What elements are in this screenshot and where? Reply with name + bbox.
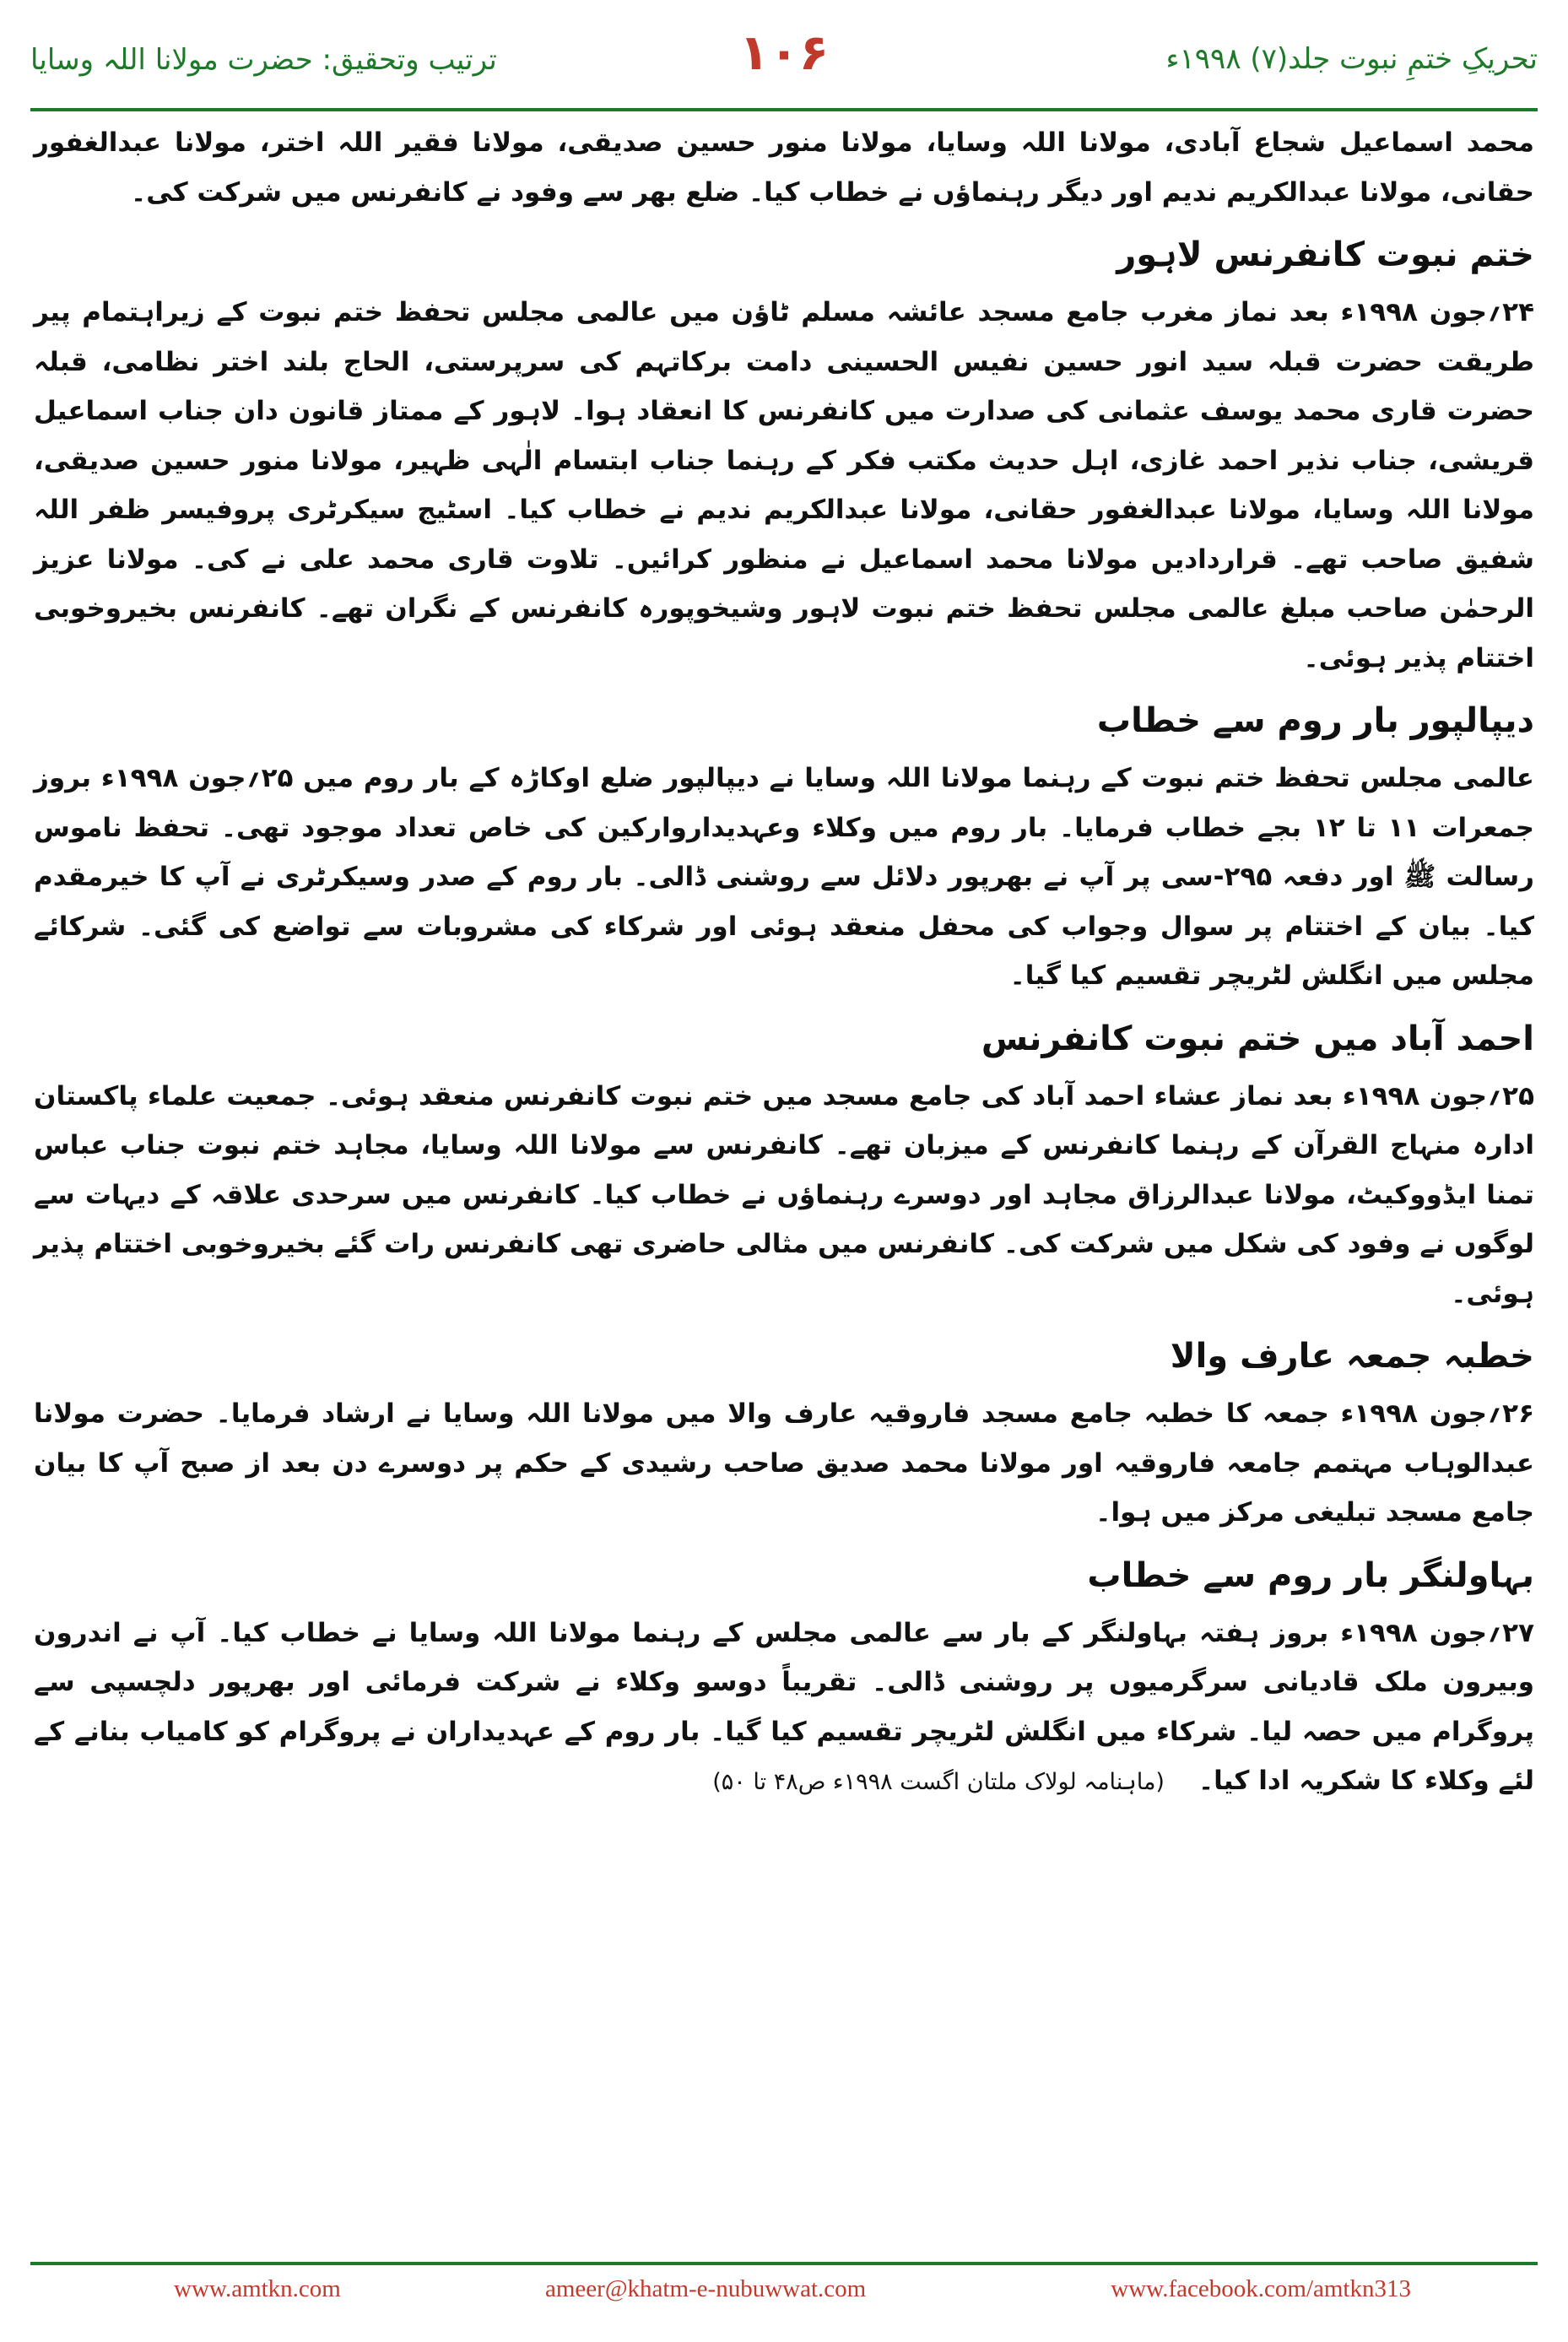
- facebook-link[interactable]: www.facebook.com/amtkn313: [1111, 2275, 1411, 2302]
- email-link[interactable]: ameer@khatm-e-nubuwwat.com: [545, 2275, 867, 2302]
- section-heading: دیپالپور بار روم سے خطاب: [1096, 701, 1534, 740]
- section-heading: بہاولنگر بار روم سے خطاب: [1087, 1555, 1534, 1595]
- paragraph-text: ۲۷؍جون ۱۹۹۸ء بروز ہفتہ بہاولنگر کے بار سے عالمی مجلس کے رہنما مولانا اللہ وسایا نے خطاب کیا۔ آپ نے اندرون وبیرون ملک قادیانی سرگرمیوں پر روشنی ڈالی۔ تقریباً دوسو وکلاء نے شرکت فرمائی اور بھرپور دلچسپی سے پروگرام میں حصہ لیا۔ شرکاء میں انگلش لٹریچر تقسیم کیا گیا۔ بار روم کے عہدیداران نے پروگرام کو کامیاب بنانے کے لئے وکلاء کا شکریہ ادا کیا۔: [34, 1617, 1534, 1796]
- section-paragraph: محمد اسماعیل شجاع آبادی، مولانا اللہ وسایا، مولانا منور حسین صدیقی، مولانا فقیر اللہ اختر، مولانا عبدالغفور حقانی، مولانا عبدالکریم ندیم اور دیگر رہنماؤں نے خطاب کیا۔ ضلع بھر سے وفود نے کانفرنس میں شرکت کی۔: [34, 127, 1534, 208]
- section-heading: احمد آباد میں ختم نبوت کانفرنس: [981, 1019, 1534, 1058]
- footer-divider: [30, 2262, 1538, 2265]
- page-number: ۱۰۶: [738, 24, 830, 81]
- source-reference: (ماہنامہ لولاک ملتان اگست ۱۹۹۸ء ص۴۸ تا ۵۰): [712, 1769, 1165, 1795]
- section-paragraph: عالمی مجلس تحفظ ختم نبوت کے رہنما مولانا اللہ وسایا نے دیپالپور ضلع اوکاڑہ کے بار روم میں ۲۵؍جون ۱۹۹۸ء بروز جمعرات ۱۱ تا ۱۲ بجے خطاب فرمایا۔ بار روم میں وکلاء وعہدیداروارکین کی خاص تعداد موجود تھی۔ تحفظ ناموس رسالت ﷺ اور دفعہ ۲۹۵-سی پر آپ نے بھرپور دلائل سے روشنی ڈالی۔ بار روم کے صدر وسیکرٹری نے آپ کا خیرمقدم کیا۔ بیان کے اختتام پر سوال وجواب کی محفل منعقد ہوئی اور شرکاء کی مشروبات سے تواضع کی گئی۔ شرکائے مجلس میں انگلش لٹریچر تقسیم کیا گیا۔: [34, 763, 1534, 991]
- website-link[interactable]: www.amtkn.com: [174, 2275, 341, 2302]
- section-paragraph: ۲۵؍جون ۱۹۹۸ء بعد نماز عشاء احمد آباد کی جامع مسجد میں ختم نبوت کانفرنس منعقد ہوئی۔ جمعیت علماء پاکستان ادارہ منہاج القرآن کے رہنما کانفرنس کے میزبان تھے۔ کانفرنس سے مولانا اللہ وسایا، مجاہد ختم نبوت جناب عباس تمنا ایڈووکیٹ، مولانا عبدالرزاق مجاہد اور دوسرے رہنماؤں نے خطاب کیا۔ کانفرنس میں سرحدی علاقہ کے دیہات سے لوگوں نے وفود کی شکل میں شرکت کی۔ کانفرنس میں مثالی حاضری تھی کانفرنس رات گئے بخیروخوبی اختتام پذیر ہوئی۔: [34, 1080, 1534, 1309]
- section-paragraph: ۲۶؍جون ۱۹۹۸ء جمعہ کا خطبہ جامع مسجد فاروقیہ عارف والا میں مولانا اللہ وسایا نے ارشاد فرمایا۔ حضرت مولانا عبدالوہاب مہتمم جامعہ فاروقیہ اور مولانا محمد صدیق صاحب رشیدی کے حکم پر دوسرے دن بعد از صبح آپ کا بیان جامع مسجد تبلیغی مرکز میں ہوا۔: [34, 1398, 1534, 1528]
- section-heading: خطبہ جمعہ عارف والا: [1170, 1337, 1534, 1376]
- page-header: [30, 24, 1538, 100]
- compiler-credit: ترتیب وتحقیق: حضرت مولانا اللہ وسایا: [30, 43, 497, 77]
- header-divider: [30, 108, 1538, 111]
- page-footer: [30, 2275, 1538, 2318]
- section-paragraph: ۲۴؍جون ۱۹۹۸ء بعد نماز مغرب جامع مسجد عائشہ مسلم ٹاؤن میں عالمی مجلس تحفظ ختم نبوت کے زیراہتمام پیر طریقت حضرت قبلہ سید انور حسین نفیس الحسینی دامت برکاتہم کی سرپرستی، الحاج بلند اختر نظامی، قبلہ حضرت قاری محمد یوسف عثمانی کی صدارت میں کانفرنس کا انعقاد ہوا۔ لاہور کے ممتاز قانون دان جناب اسماعیل قریشی، جناب نذیر احمد غازی، اہل حدیث مکتب فکر کے رہنما جناب ابتسام الٰہی ظہیر، مولانا منور حسین صدیقی، مولانا اللہ وسایا، مولانا عبدالغفور حقانی، مولانا عبدالکریم ندیم نے خطاب کیا۔ اسٹیج سیکرٹری پروفیسر ظفر اللہ شفیق صاحب تھے۔ قراردادیں مولانا محمد اسماعیل نے منظور کرائیں۔ تلاوت قاری محمد علی نے کی۔ مولانا عزیز الرحمٰن صاحب مبلغ عالمی مجلس تحفظ ختم نبوت لاہور وشیخوپورہ کانفرنس کے نگران تھے۔ کانفرنس بخیروخوبی اختتام پذیر ہوئی۔: [34, 297, 1534, 673]
- section-paragraph: [34, 1609, 1534, 1808]
- book-title: تحریکِ ختمِ نبوت جلد(۷) ۱۹۹۸ء: [1165, 42, 1538, 76]
- section-heading: ختم نبوت کانفرنس لاہور: [1117, 235, 1534, 274]
- article-body: [34, 118, 1534, 1808]
